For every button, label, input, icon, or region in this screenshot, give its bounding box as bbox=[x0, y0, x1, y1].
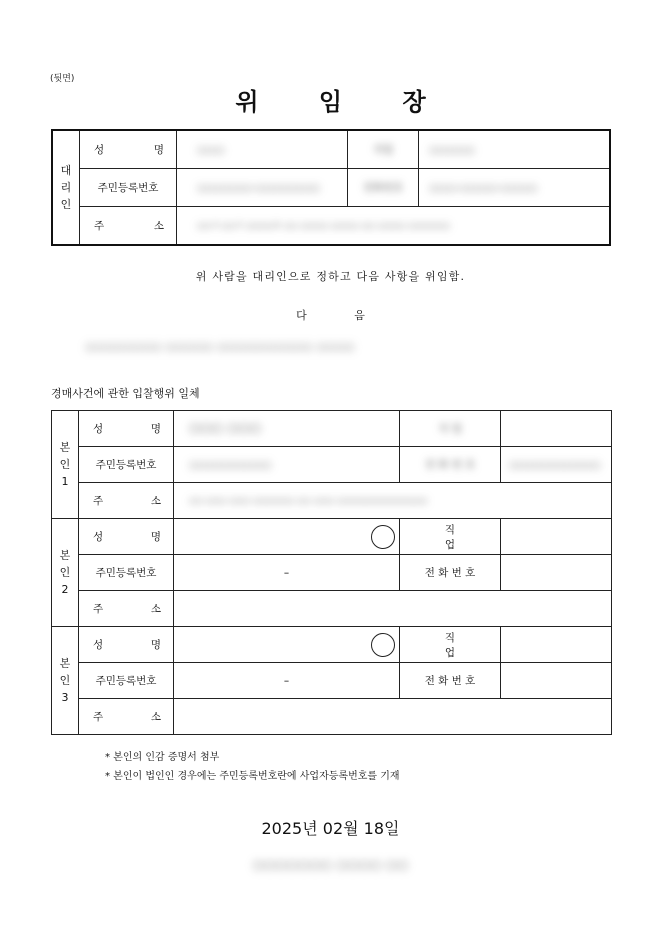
principal-1-name-value: ○○○ ○○○ bbox=[174, 411, 400, 447]
court-case-line: ○○○○○○○○ ○○○○○ ○○○○○○○○○○ ○○○○ bbox=[85, 340, 355, 353]
principal-3-phone-label: 전 화 번 호 bbox=[400, 663, 501, 699]
principal-3-phone-value[interactable] bbox=[501, 663, 612, 699]
principal-1-id-value: ○○○○○○○○○ bbox=[174, 447, 400, 483]
principal-3-id-label: 주민등록번호 bbox=[79, 663, 174, 699]
principal-3-id-value[interactable]: – bbox=[174, 663, 400, 699]
agent-table bbox=[51, 129, 611, 246]
agent-phone-label: 전화번호 bbox=[348, 169, 419, 207]
principal-3-name-label: 성 명 bbox=[79, 627, 174, 663]
back-side-note: (뒷면) bbox=[50, 74, 75, 84]
seal-circle-icon bbox=[371, 525, 395, 549]
principal-2-job-value[interactable] bbox=[501, 519, 612, 555]
document-date: 2025년 02월 18일 bbox=[261, 819, 400, 838]
agent-phone-value: ○○○-○○○○-○○○○ bbox=[419, 169, 611, 207]
principal-1-address-label: 주 소 bbox=[79, 483, 174, 519]
agent-address-value: ○○시 ○○구 ○○○○로 ○○ ○○○○ ○○○○ ○○ ○○○○ ○○○○○○ bbox=[177, 207, 611, 246]
principal-2-id-value[interactable]: – bbox=[174, 555, 400, 591]
principal-2-name-label: 성 명 bbox=[79, 519, 174, 555]
document-title: 위 임 장 bbox=[235, 88, 452, 116]
following-heading: 다 음 bbox=[296, 309, 387, 322]
note-corporation: * 본인이 법인인 경우에는 주민등록번호란에 사업자등록번호를 기재 bbox=[105, 771, 400, 782]
principal-1-address-value: ○○ ○○○ ○○○ ○○○○○○ ○○ ○○○ ○○○○○○○○○○○○○ bbox=[174, 483, 612, 519]
court-footer: ○○○○○○○ ○○○○ ○○ bbox=[252, 858, 409, 873]
principal-2-address-value[interactable] bbox=[174, 591, 612, 627]
principal-3-job-value[interactable] bbox=[501, 627, 612, 663]
principal-1-phone-value: ○○○○○○○○○○ bbox=[501, 447, 612, 483]
principal-1-name-label: 성 명 bbox=[79, 411, 174, 447]
principal-1-job-label: 직 업 bbox=[400, 411, 501, 447]
principal-1-group-label: 본 인 1 bbox=[52, 411, 79, 519]
principal-1-id-label: 주민등록번호 bbox=[79, 447, 174, 483]
principal-2-address-label: 주 소 bbox=[79, 591, 174, 627]
delegation-notice: 위 사람을 대리인으로 정하고 다음 사항을 위임함. bbox=[195, 270, 466, 283]
notes bbox=[105, 748, 400, 786]
principal-3-address-value[interactable] bbox=[174, 699, 612, 735]
agent-job-label: 직업 bbox=[348, 130, 419, 169]
principal-2-group-label: 본 인 2 bbox=[52, 519, 79, 627]
principal-1-phone-label: 전 화 번 호 bbox=[400, 447, 501, 483]
principal-1-job-value bbox=[501, 411, 612, 447]
principal-table bbox=[51, 410, 612, 735]
seal-circle-icon bbox=[371, 633, 395, 657]
principal-2-phone-value[interactable] bbox=[501, 555, 612, 591]
agent-job-value: ○○○○○ bbox=[419, 130, 611, 169]
principal-2-id-label: 주민등록번호 bbox=[79, 555, 174, 591]
principal-3-group-label: 본 인 3 bbox=[52, 627, 79, 735]
agent-group-label: 대 리 인 bbox=[52, 130, 80, 245]
note-seal-certificate: * 본인의 인감 증명서 첨부 bbox=[105, 752, 220, 763]
principal-3-job-label: 직 업 bbox=[400, 627, 501, 663]
principal-3-address-label: 주 소 bbox=[79, 699, 174, 735]
agent-name-value: ○○○ bbox=[177, 130, 348, 169]
principal-2-name-value[interactable] bbox=[174, 519, 400, 555]
principal-2-phone-label: 전 화 번 호 bbox=[400, 555, 501, 591]
delegation-scope: 경매사건에 관한 입찰행위 일체 bbox=[51, 387, 200, 400]
principal-2-job-label: 직 업 bbox=[400, 519, 501, 555]
agent-id-label: 주민등록번호 bbox=[80, 169, 177, 207]
principal-3-name-value[interactable] bbox=[174, 627, 400, 663]
agent-id-value: ○○○○○○-○○○○○○○ bbox=[177, 169, 348, 207]
agent-address-label: 주 소 bbox=[80, 207, 177, 246]
agent-name-label: 성 명 bbox=[80, 130, 177, 169]
